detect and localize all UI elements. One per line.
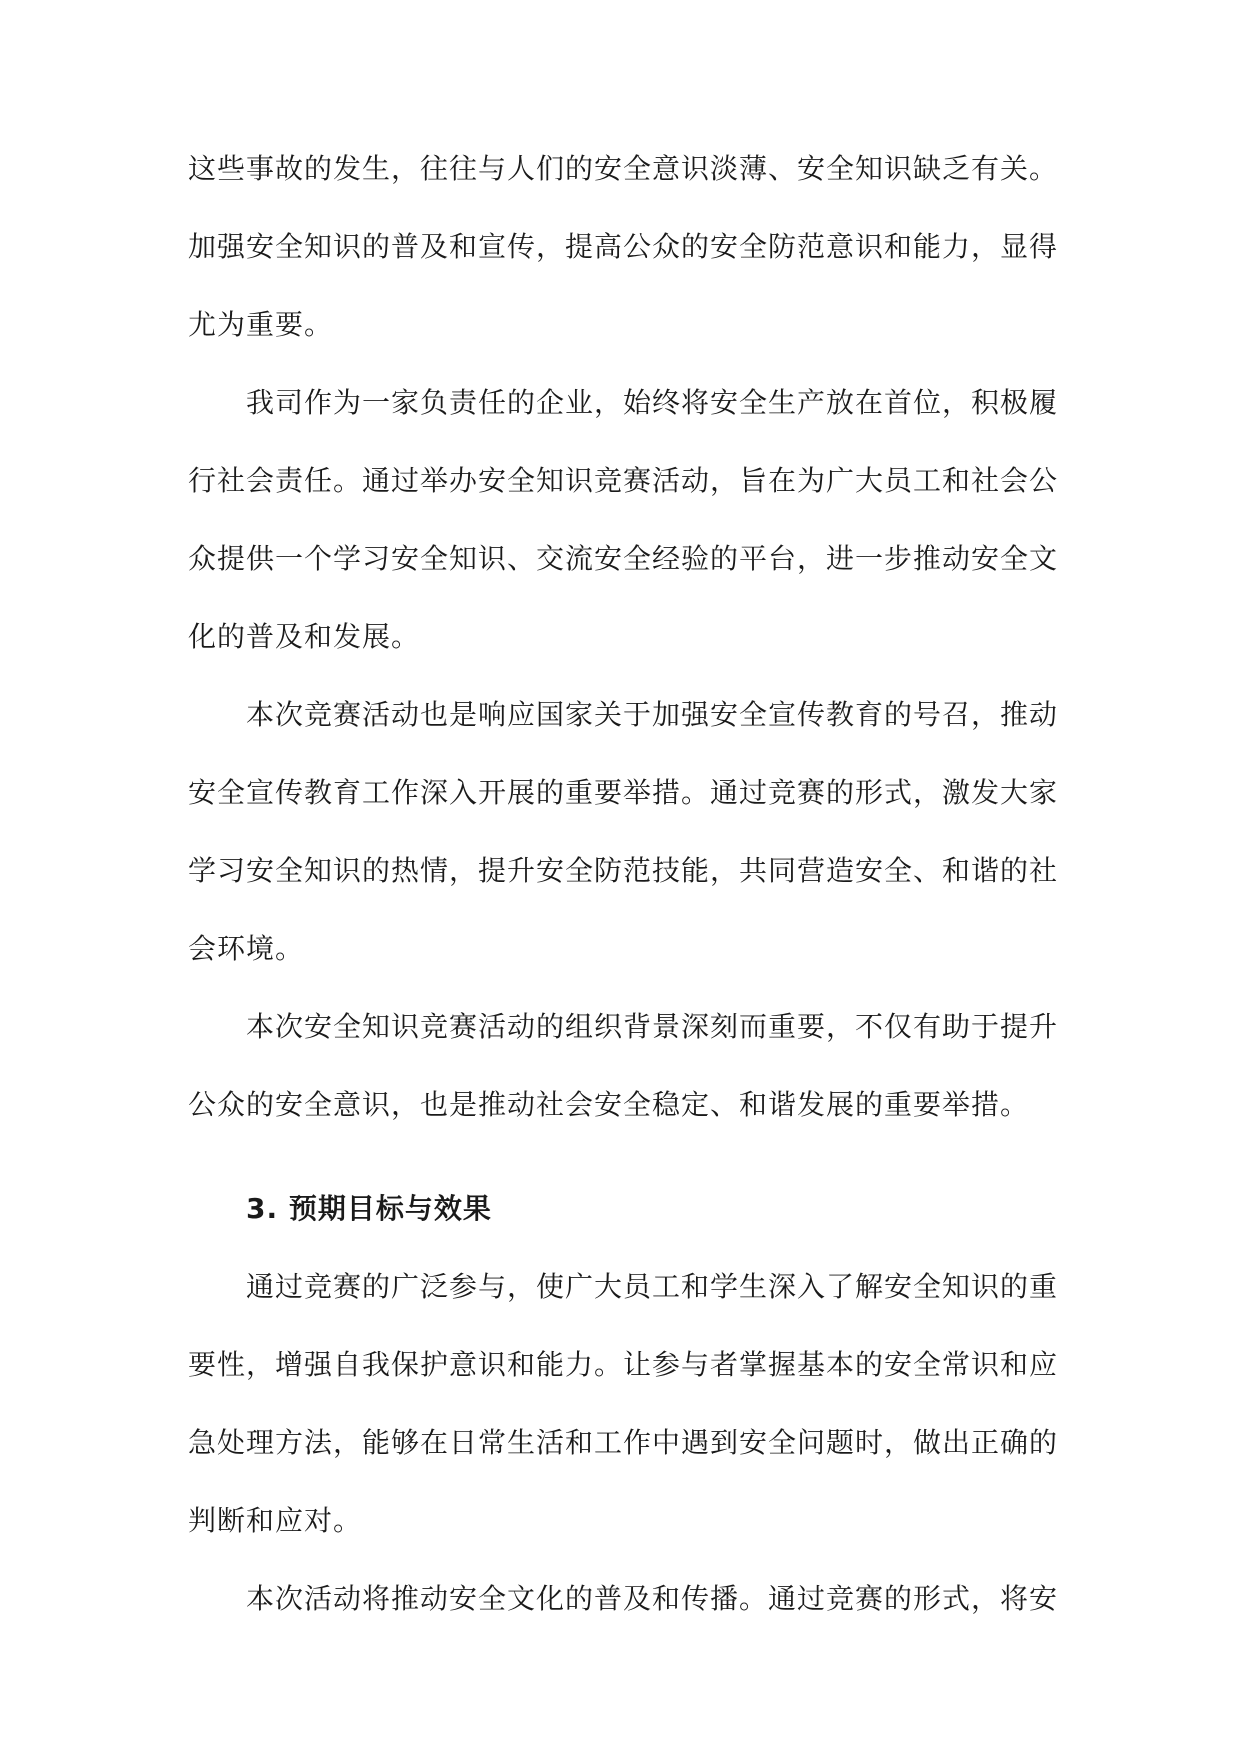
paragraph-3: 本次竞赛活动也是响应国家关于加强安全宣传教育的号召，推动安全宣传教育工作深入开展的重要举措。通过竞赛的形式，激发大家学习安全知识的热情，提升安全防范技能，共同营造安全、和谐的社会环境。: [188, 698, 1059, 965]
paragraph-2: 我司作为一家负责任的企业，始终将安全生产放在首位，积极履行社会责任。通过举办安全知识竞赛活动，旨在为广大员工和社会公众提供一个学习安全知识、交流安全经验的平台，进一步推动安全文化的普及和发展。: [188, 386, 1059, 653]
section-heading: 3. 预期目标与效果: [246, 1192, 492, 1225]
document-body: [188, 130, 1058, 1638]
paragraph-6: 本次活动将推动安全文化的普及和传播。通过竞赛的形式，将安: [246, 1582, 1059, 1615]
paragraph-5: 通过竞赛的广泛参与，使广大员工和学生深入了解安全知识的重要性，增强自我保护意识和能力。让参与者掌握基本的安全常识和应急处理方法，能够在日常生活和工作中遇到安全问题时，做出正确的判断和应对。: [188, 1270, 1059, 1537]
paragraph-4: 本次安全知识竞赛活动的组织背景深刻而重要，不仅有助于提升公众的安全意识，也是推动社会安全稳定、和谐发展的重要举措。: [188, 1010, 1059, 1121]
paragraph-1-continuation: 这些事故的发生，往往与人们的安全意识淡薄、安全知识缺乏有关。加强安全知识的普及和宣传，提高公众的安全防范意识和能力，显得尤为重要。: [188, 152, 1059, 341]
